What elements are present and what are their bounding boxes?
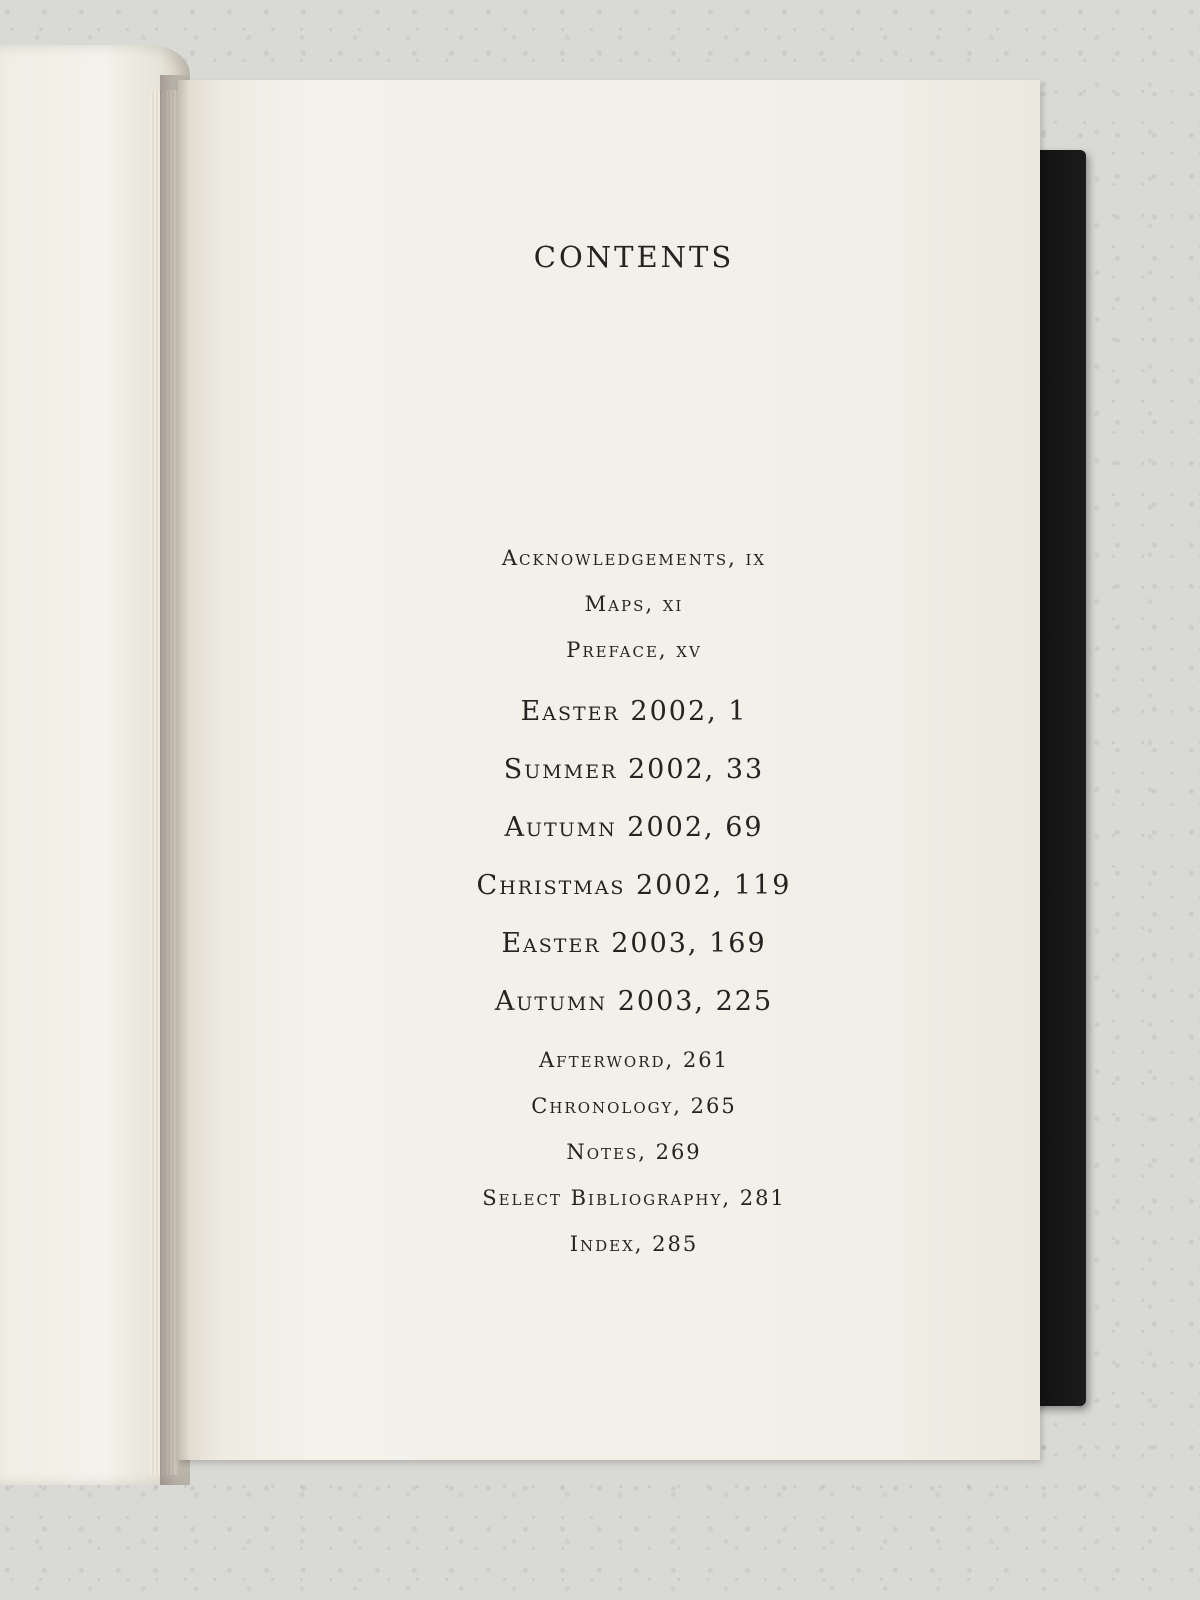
toc-entry-select-bibliography: Select Bibliography, 281	[482, 1186, 786, 1210]
toc-entry-easter-2002: Easter 2002, 1	[520, 696, 748, 727]
toc-entry-preface: Preface, xv	[566, 638, 702, 662]
toc-entry-notes: Notes, 269	[566, 1140, 702, 1164]
toc-entry-autumn-2002: Autumn 2002, 69	[504, 812, 764, 843]
toc-entry-easter-2003: Easter 2003, 169	[501, 928, 767, 959]
toc-entry-summer-2002: Summer 2002, 33	[503, 754, 765, 785]
toc-entry-christmas-2002: Christmas 2002, 119	[476, 870, 792, 901]
toc-entry-index: Index, 285	[569, 1232, 699, 1256]
table-of-contents	[228, 535, 1040, 1267]
toc-entry-autumn-2003: Autumn 2003, 225	[494, 986, 774, 1017]
toc-entry-afterword: Afterword, 261	[539, 1048, 729, 1072]
toc-entry-maps: Maps, xi	[584, 592, 684, 616]
toc-entry-chronology: Chronology, 265	[531, 1094, 737, 1118]
toc-entry-acknowledgements: Acknowledgements, ix	[501, 546, 767, 570]
contents-page	[178, 80, 1040, 1460]
page-title: CONTENTS	[533, 240, 735, 274]
